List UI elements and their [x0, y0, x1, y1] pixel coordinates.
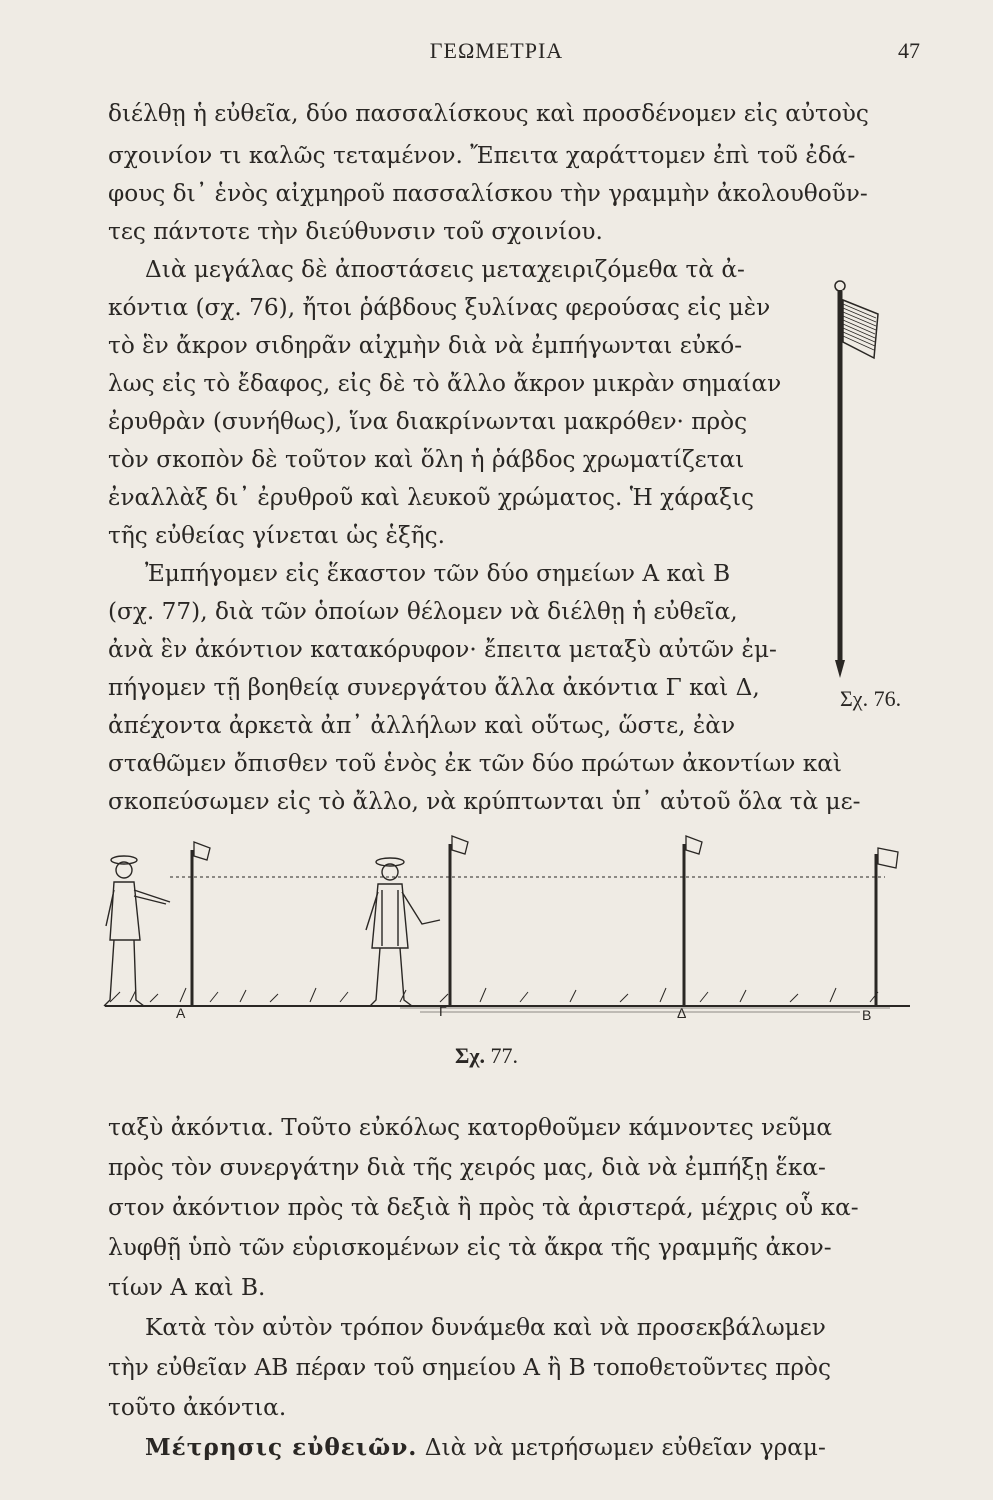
figure-76-flag-pole — [828, 278, 888, 680]
figure-77-alignment-illustration — [100, 830, 920, 1040]
text-line: κόντια (σχ. 76), ἤτοι ῥάβδους ξυλίνας φερούσας εἰς μὲν — [108, 294, 771, 321]
text-line: τίων Α καὶ Β. — [108, 1274, 266, 1301]
text-line: ἀνὰ ἓν ἀκόντιον κατακόρυφον· ἔπειτα μεταξὺ αὐτῶν ἐμ- — [108, 636, 777, 663]
text-line: πρὸς τὸν συνεργάτην διὰ τῆς χειρός μας, διὰ νὰ ἐμπήξῃ ἕκα- — [108, 1154, 826, 1181]
text-line: ἐρυθρὰν (συνήθως), ἵνα διακρίνωνται μακρόθεν· πρὸς — [108, 408, 748, 435]
text-line: σταθῶμεν ὄπισθεν τοῦ ἑνὸς ἐκ τῶν δύο πρώτων ἀκοντίων καὶ — [108, 750, 843, 777]
text-line: ἀπέχοντα ἀρκετὰ ἀπ᾽ ἀλλήλων καὶ οὕτως, ὥστε, ἐὰν — [108, 712, 736, 739]
running-header: ΓΕΩΜΕΤΡΙΑ — [429, 38, 564, 63]
text-line: ἐναλλὰξ δι᾽ ἐρυθροῦ καὶ λευκοῦ χρώματος. Ἡ χάραξις — [108, 484, 754, 511]
text-line: τὸ ἓν ἄκρον σιδηρᾶν αἰχμὴν διὰ νὰ ἐμπήγωνται εὐκό- — [108, 332, 743, 359]
section-text: Διὰ νὰ μετρήσωμεν εὐθεῖαν γραμ- — [417, 1434, 826, 1461]
text-line: τες πάντοτε τὴν διεύθυνσιν τοῦ σχοινίου. — [108, 218, 603, 245]
text-line: Διὰ μεγάλας δὲ ἀποστάσεις μεταχειριζόμεθα τὰ ἀ- — [145, 256, 745, 283]
text-line: τὴν εὐθεῖαν ΑΒ πέραν τοῦ σημείου Α ἢ Β τοποθετοῦντες πρὸς — [108, 1354, 831, 1381]
text-line: τοῦτο ἀκόντια. — [108, 1394, 287, 1421]
page-number: 47 — [898, 38, 920, 63]
figure-77-caption — [455, 1043, 518, 1069]
text-line: Ἐμπήγομεν εἰς ἕκαστον τῶν δύο σημείων Α καὶ Β — [145, 560, 731, 587]
section-heading: Μέτρησις εὐθειῶν. — [145, 1434, 418, 1461]
text-line: στον ἀκόντιον πρὸς τὰ δεξιὰ ἢ πρὸς τὰ ἀριστερά, μέχρις οὗ κα- — [108, 1194, 859, 1221]
figure-76-caption: Σχ. 76. — [840, 686, 902, 711]
figure-77-label-a: Α — [176, 1005, 186, 1021]
figure-77-caption-prefix: Σχ. — [455, 1043, 486, 1068]
text-line: τῆς εὐθείας γίνεται ὡς ἑξῆς. — [108, 522, 445, 549]
text-line: διέλθῃ ἡ εὐθεῖα, δύο πασσαλίσκους καὶ προσδένομεν εἰς αὐτοὺς — [108, 100, 869, 127]
text-line: Κατὰ τὸν αὐτὸν τρόπον δυνάμεθα καὶ νὰ προσεκβάλωμεν — [145, 1314, 826, 1341]
text-line: σχοινίον τι καλῶς τεταμένον. Ἔπειτα χαράττομεν ἐπὶ τοῦ ἐδά- — [108, 142, 856, 169]
text-line: πήγομεν τῇ βοηθείᾳ συνεργάτου ἄλλα ἀκόντια Γ καὶ Δ, — [108, 674, 760, 701]
text-line: σκοπεύσωμεν εἰς τὸ ἄλλο, νὰ κρύπτωνται ὑπ᾽ αὐτοῦ ὅλα τὰ με- — [108, 788, 861, 815]
text-line: ταξὺ ἀκόντια. Τοῦτο εὐκόλως κατορθοῦμεν κάμνοντες νεῦμα — [108, 1114, 833, 1141]
figure-77-label-delta: Δ — [677, 1005, 687, 1021]
text-line: (σχ. 77), διὰ τῶν ὁποίων θέλομεν νὰ διέλθῃ ἡ εὐθεῖα, — [108, 598, 738, 625]
text-line: φους δι᾽ ἑνὸς αἰχμηροῦ πασσαλίσκου τὴν γραμμὴν ἀκολουθοῦν- — [108, 180, 868, 207]
text-line-section-start — [145, 1430, 826, 1466]
text-line: λυφθῇ ὑπὸ τῶν εὑρισκομένων εἰς τὰ ἄκρα τῆς γραμμῆς ἀκον- — [108, 1234, 832, 1261]
text-line: λως εἰς τὸ ἔδαφος, εἰς δὲ τὸ ἄλλο ἄκρον μικρὰν σημαίαν — [108, 370, 782, 397]
text-line: τὸν σκοπὸν δὲ τοῦτον καὶ ὅλη ἡ ῥάβδος χρωματίζεται — [108, 446, 745, 473]
figure-77-label-gamma: Γ — [439, 1003, 447, 1019]
figure-77-label-b: Β — [862, 1007, 872, 1023]
figure-77-caption-number: 77. — [490, 1043, 519, 1068]
